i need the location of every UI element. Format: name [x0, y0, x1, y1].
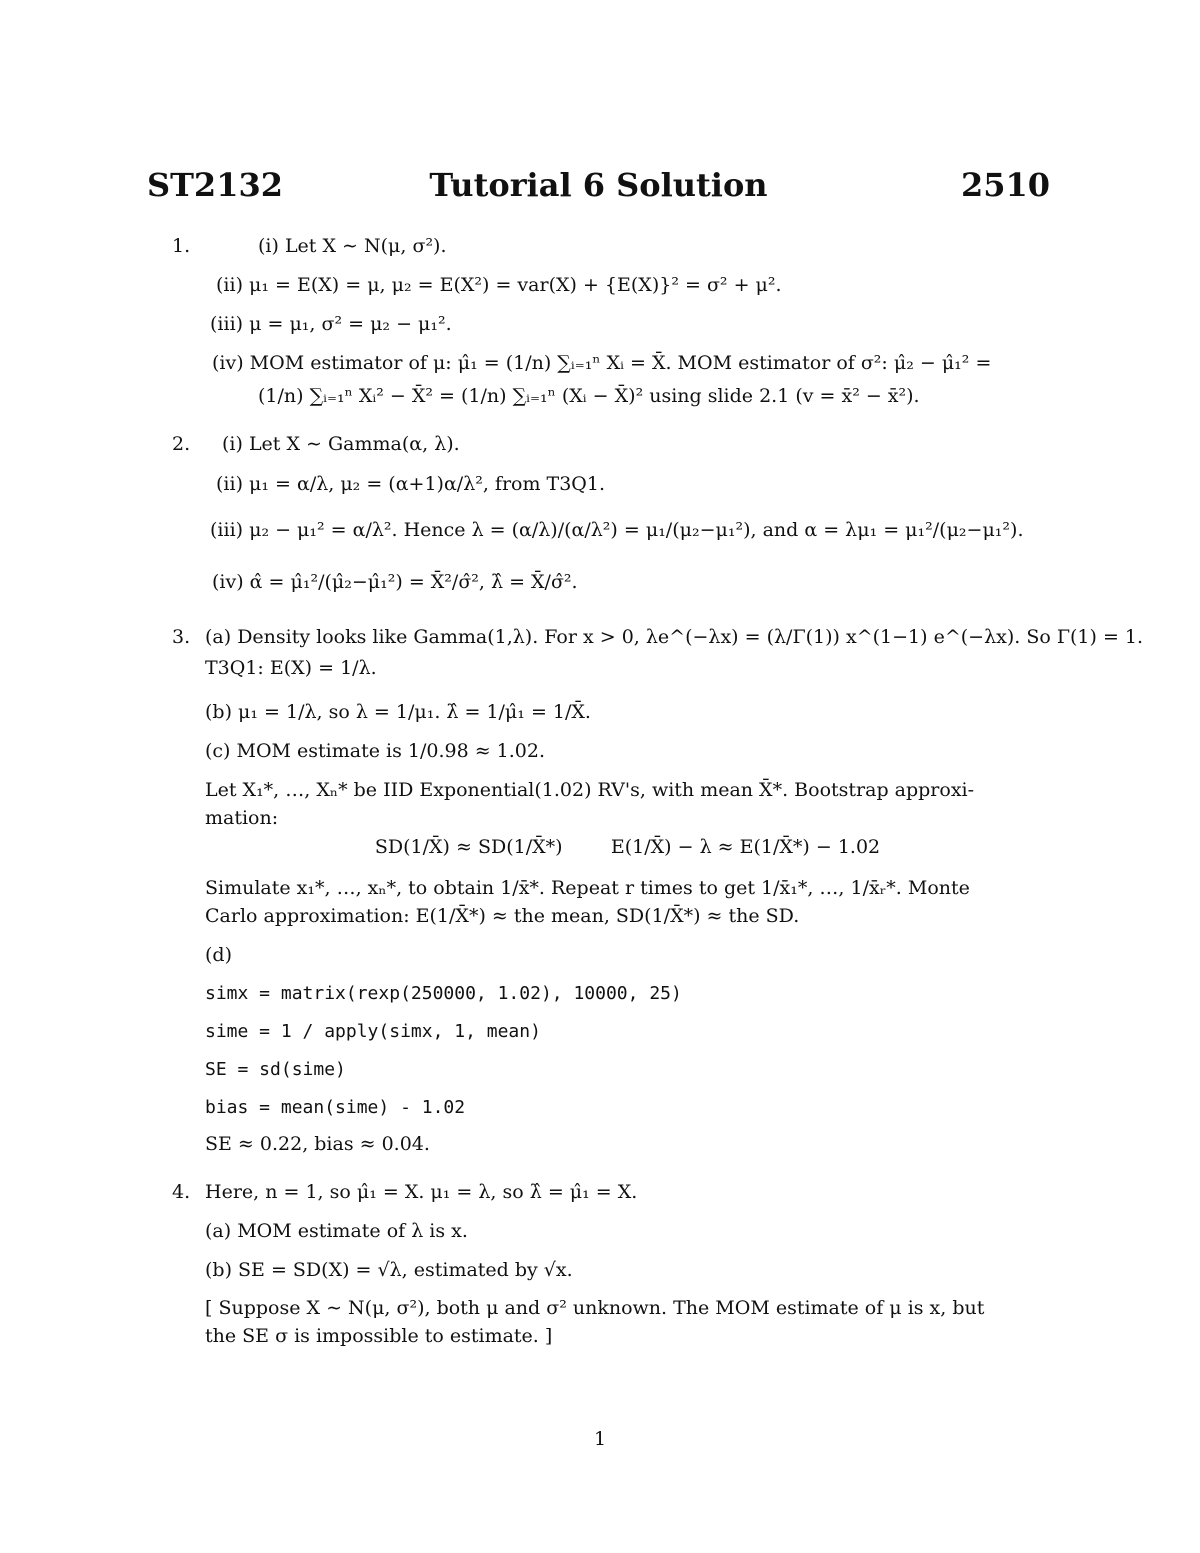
- q2-part-iii: (iii) μ₂ − μ₁² = α/λ². Hence λ = (α/λ)/(α/λ²) = μ₁/(μ₂−μ₁²), and α = λμ₁ = μ₁²/(μ₂−μ₁²).: [210, 519, 1024, 541]
- q3-part-a-line2: T3Q1: E(X) = 1/λ.: [205, 657, 377, 679]
- page-title: Tutorial 6 Solution: [429, 166, 768, 204]
- q3-bootstrap-line2: mation:: [205, 807, 279, 829]
- q1-part-iv-line1: (iv) MOM estimator of μ: μ̂₁ = (1/n) ∑ᵢ₌₁ⁿ Xᵢ = X̄. MOM estimator of σ²: μ̂₂ − μ̂₁² =: [212, 352, 992, 374]
- q3-result: SE ≈ 0.22, bias ≈ 0.04.: [205, 1133, 430, 1155]
- q4-part-b: (b) SE = SD(X) = √λ, estimated by √x.: [205, 1259, 573, 1281]
- q4-note-line2: the SE σ is impossible to estimate. ]: [205, 1325, 553, 1347]
- q3-part-a-line1: (a) Density looks like Gamma(1,λ). For x > 0, λe^(−λx) = (λ/Γ(1)) x^(1−1) e^(−λx). So Γ(1) = 1.: [205, 626, 1144, 648]
- header-code: 2510: [960, 166, 1050, 204]
- q1-part-i: (i) Let X ∼ N(μ, σ²).: [258, 235, 447, 257]
- question-1-number: 1.: [172, 235, 191, 257]
- q3-bootstrap-line1: Let X₁*, …, Xₙ* be IID Exponential(1.02) RV's, with mean X̄*. Bootstrap approxi-: [205, 779, 975, 801]
- code-line: bias = mean(sime) - 1.02: [205, 1097, 466, 1118]
- q4-intro: Here, n = 1, so μ̂₁ = X. μ₁ = λ, so λ̂ = μ̂₁ = X.: [205, 1181, 638, 1203]
- q3-part-c: (c) MOM estimate is 1/0.98 ≈ 1.02.: [205, 740, 546, 762]
- q2-part-iv: (iv) α̂ = μ̂₁²/(μ̂₂−μ̂₁²) = X̄²/σ̂², λ̂ = X̄/σ̂².: [212, 571, 578, 593]
- q3-simulate-line2: Carlo approximation: E(1/X̄*) ≈ the mean, SD(1/X̄*) ≈ the SD.: [205, 905, 800, 927]
- code-line: SE = sd(sime): [205, 1059, 346, 1080]
- question-4-number: 4.: [172, 1181, 191, 1203]
- q1-part-ii: (ii) μ₁ = E(X) = μ, μ₂ = E(X²) = var(X) + {E(X)}² = σ² + μ².: [216, 274, 782, 296]
- q3-bootstrap-approximation: SD(1/X̄) ≈ SD(1/X̄*) E(1/X̄) − λ ≈ E(1/X̄*) − 1.02: [374, 836, 881, 858]
- page-number: 1: [593, 1428, 607, 1450]
- q2-part-ii: (ii) μ₁ = α/λ, μ₂ = (α+1)α/λ², from T3Q1.: [216, 473, 606, 495]
- question-3-number: 3.: [172, 626, 191, 648]
- course-code: ST2132: [147, 166, 283, 204]
- q4-note-line1: [ Suppose X ∼ N(μ, σ²), both μ and σ² unknown. The MOM estimate of μ is x, but: [205, 1297, 985, 1319]
- q1-part-iv-line2: (1/n) ∑ᵢ₌₁ⁿ Xᵢ² − X̄² = (1/n) ∑ᵢ₌₁ⁿ (Xᵢ − X̄)² using slide 2.1 (v = x̄² − x̄²).: [258, 385, 920, 407]
- q3-simulate-line1: Simulate x₁*, …, xₙ*, to obtain 1/x̄*. Repeat r times to get 1/x̄₁*, …, 1/x̄ᵣ*. Monte: [205, 877, 970, 899]
- question-2-number: 2.: [172, 433, 191, 455]
- code-line: simx = matrix(rexp(250000, 1.02), 10000, 25): [205, 983, 682, 1004]
- q3-part-d: (d): [205, 944, 232, 966]
- q2-part-i: (i) Let X ∼ Gamma(α, λ).: [222, 433, 460, 455]
- q4-part-a: (a) MOM estimate of λ is x.: [205, 1220, 468, 1242]
- code-line: sime = 1 / apply(simx, 1, mean): [205, 1021, 541, 1042]
- q3-part-b: (b) μ₁ = 1/λ, so λ = 1/μ₁. λ̂ = 1/μ̂₁ = 1/X̄.: [205, 701, 591, 723]
- q1-part-iii: (iii) μ = μ₁, σ² = μ₂ − μ₁².: [210, 313, 452, 335]
- page-header: [147, 166, 1050, 212]
